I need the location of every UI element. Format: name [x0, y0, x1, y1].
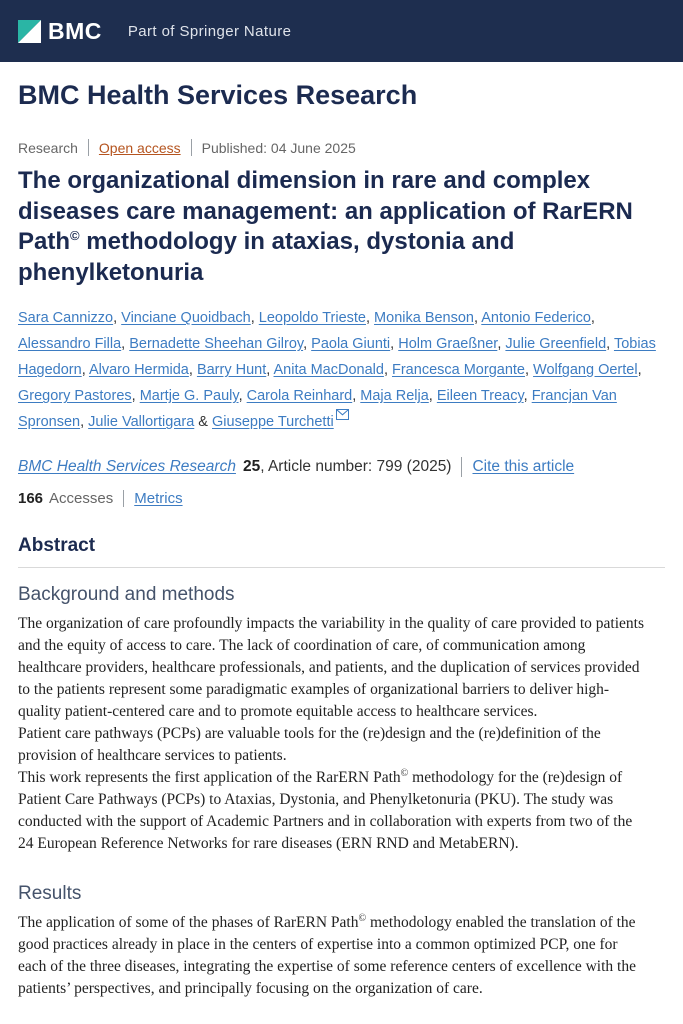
- accesses-count: 166: [18, 490, 44, 508]
- author-separator: ,: [383, 362, 392, 379]
- copyright-sup: ©: [70, 228, 80, 244]
- author-separator: ,: [250, 309, 259, 326]
- abstract-paragraph: The organization of care profoundly impacts the variability in the quality of care provided to patients and the equity of access to care. The lack of coordination of care, of communication among healthcare providers, healthcare professionals, and patients, and the duplication of services provided to the patients represent some paradigmatic examples of organizational barriers to deliver high-quality patient-centered care and to promote equitable access to healthcare services.: [18, 615, 644, 721]
- author-link[interactable]: Bernadette Sheehan Gilroy: [129, 335, 304, 352]
- citation-divider: [461, 457, 462, 477]
- author-separator: ,: [303, 335, 312, 352]
- journal-title[interactable]: BMC Health Services Research: [18, 80, 418, 110]
- author-link[interactable]: Sara Cannizzo: [18, 309, 114, 326]
- accesses-label: Accesses: [49, 490, 114, 508]
- author-ampersand: &: [194, 414, 212, 431]
- author-separator: ,: [606, 335, 614, 352]
- author-link[interactable]: Maja Relja: [360, 388, 429, 405]
- author-link[interactable]: Gregory Pastores: [18, 388, 132, 405]
- author-separator: ,: [80, 414, 89, 431]
- journal-citation-link[interactable]: BMC Health Services Research: [18, 458, 236, 476]
- author-link[interactable]: Francjan Van Spronsen: [18, 388, 617, 431]
- author-separator: ,: [81, 362, 89, 379]
- abstract-subsection-heading: Results: [18, 883, 82, 905]
- author-separator: ,: [121, 335, 130, 352]
- author-link[interactable]: Alvaro Hermida: [88, 362, 189, 379]
- author-separator: ,: [637, 362, 642, 379]
- author-link[interactable]: Holm Graeßner: [398, 335, 498, 352]
- author-link[interactable]: Eileen Treacy: [436, 388, 524, 405]
- abstract-heading: Abstract: [18, 535, 96, 557]
- author-separator: ,: [352, 388, 361, 405]
- author-separator: ,: [238, 388, 247, 405]
- author-link[interactable]: Anita MacDonald: [273, 362, 384, 379]
- author-link[interactable]: Monika Benson: [374, 309, 474, 326]
- copyright-sup: ©: [400, 768, 409, 780]
- author-link[interactable]: Julie Vallortigara: [88, 414, 195, 431]
- author-link[interactable]: Martje G. Pauly: [139, 388, 239, 405]
- abstract-paragraph: The application of some of the phases of RarERN Path© methodology enabled the translation of the good practices already in place in the centers of expertise into a common optimized PCP, one for each of the three diseases, integrating the expertise of some reference centers of excellence with the patients’ perspectives, and principally focusing on the organization of care.: [18, 913, 636, 998]
- abstract-subsection-heading: Background and methods: [18, 584, 235, 606]
- metrics-link[interactable]: Metrics: [134, 490, 183, 508]
- abstract-paragraph: Patient care pathways (PCPs) are valuable tools for the (re)design and the (re)definition of the provision of healthcare services to patients.: [18, 725, 601, 765]
- copyright-sup: ©: [358, 913, 367, 925]
- article-title: The organizational dimension in rare and complex diseases care management: an application of RarERN Path© methodology in ataxias, dystonia and phenylketonuria: [18, 167, 633, 287]
- author-list: [18, 305, 665, 435]
- open-access-link[interactable]: Open access: [98, 139, 181, 156]
- volume-number: 25: [242, 458, 261, 476]
- bmc-logo-text: BMC: [48, 17, 102, 44]
- article-type-label: Research: [18, 139, 78, 156]
- metrics-row: [18, 490, 665, 507]
- abstract-sections: [18, 584, 665, 1000]
- author-separator: ,: [188, 362, 197, 379]
- bmc-square-icon: [18, 20, 41, 43]
- springer-nature-tagline: Part of Springer Nature: [127, 22, 292, 40]
- author-separator: ,: [113, 309, 122, 326]
- author-separator: ,: [131, 388, 140, 405]
- cite-this-article-link[interactable]: Cite this article: [472, 458, 575, 476]
- meta-divider: [191, 139, 192, 156]
- author-separator: ,: [428, 388, 437, 405]
- author-link[interactable]: Carola Reinhard: [246, 388, 353, 405]
- envelope-icon[interactable]: [336, 409, 349, 420]
- article-number-text: , Article number: 799 (2025): [260, 458, 452, 476]
- author-link[interactable]: Tobias Hagedorn: [18, 335, 656, 379]
- article-meta-row: [18, 139, 665, 156]
- top-brand-bar: [0, 0, 683, 62]
- author-link[interactable]: Francesca Morgante: [392, 362, 525, 379]
- author-link[interactable]: Antonio Federico: [481, 309, 591, 326]
- author-separator: ,: [590, 309, 595, 326]
- author-separator: ,: [365, 309, 375, 326]
- author-separator: ,: [266, 362, 274, 379]
- author-link[interactable]: Giuseppe Turchetti: [212, 414, 334, 431]
- author-separator: ,: [497, 335, 506, 352]
- author-link[interactable]: Julie Greenfield: [505, 335, 607, 352]
- bmc-logo[interactable]: [18, 18, 102, 45]
- metrics-divider: [123, 490, 124, 507]
- author-link[interactable]: Wolfgang Oertel: [533, 362, 638, 379]
- citation-row: [18, 457, 665, 477]
- author-separator: ,: [524, 362, 534, 379]
- meta-divider: [88, 139, 89, 156]
- author-link[interactable]: Barry Hunt: [196, 362, 267, 379]
- author-separator: ,: [474, 309, 482, 326]
- author-separator: ,: [390, 335, 399, 352]
- article-content: [0, 139, 683, 1000]
- author-link[interactable]: Vinciane Quoidbach: [121, 309, 251, 326]
- published-date-label: Published: 04 June 2025: [201, 139, 356, 156]
- author-link[interactable]: Paola Giunti: [311, 335, 391, 352]
- author-link[interactable]: Alessandro Filla: [18, 335, 122, 352]
- author-link[interactable]: Leopoldo Trieste: [258, 309, 366, 326]
- abstract-paragraph: This work represents the first application of the RarERN Path© methodology for the (re)design of Patient Care Pathways (PCPs) to Ataxias, Dystonia, and Phenylketonuria (PKU). The study was conducted with the support of Academic Partners and in collaboration with experts from two of the 24 European Reference Networks for rare diseases (ERN RND and MetabERN).: [18, 768, 633, 853]
- author-separator: ,: [523, 388, 532, 405]
- abstract-divider: [18, 567, 665, 568]
- abstract-section: [18, 535, 665, 1000]
